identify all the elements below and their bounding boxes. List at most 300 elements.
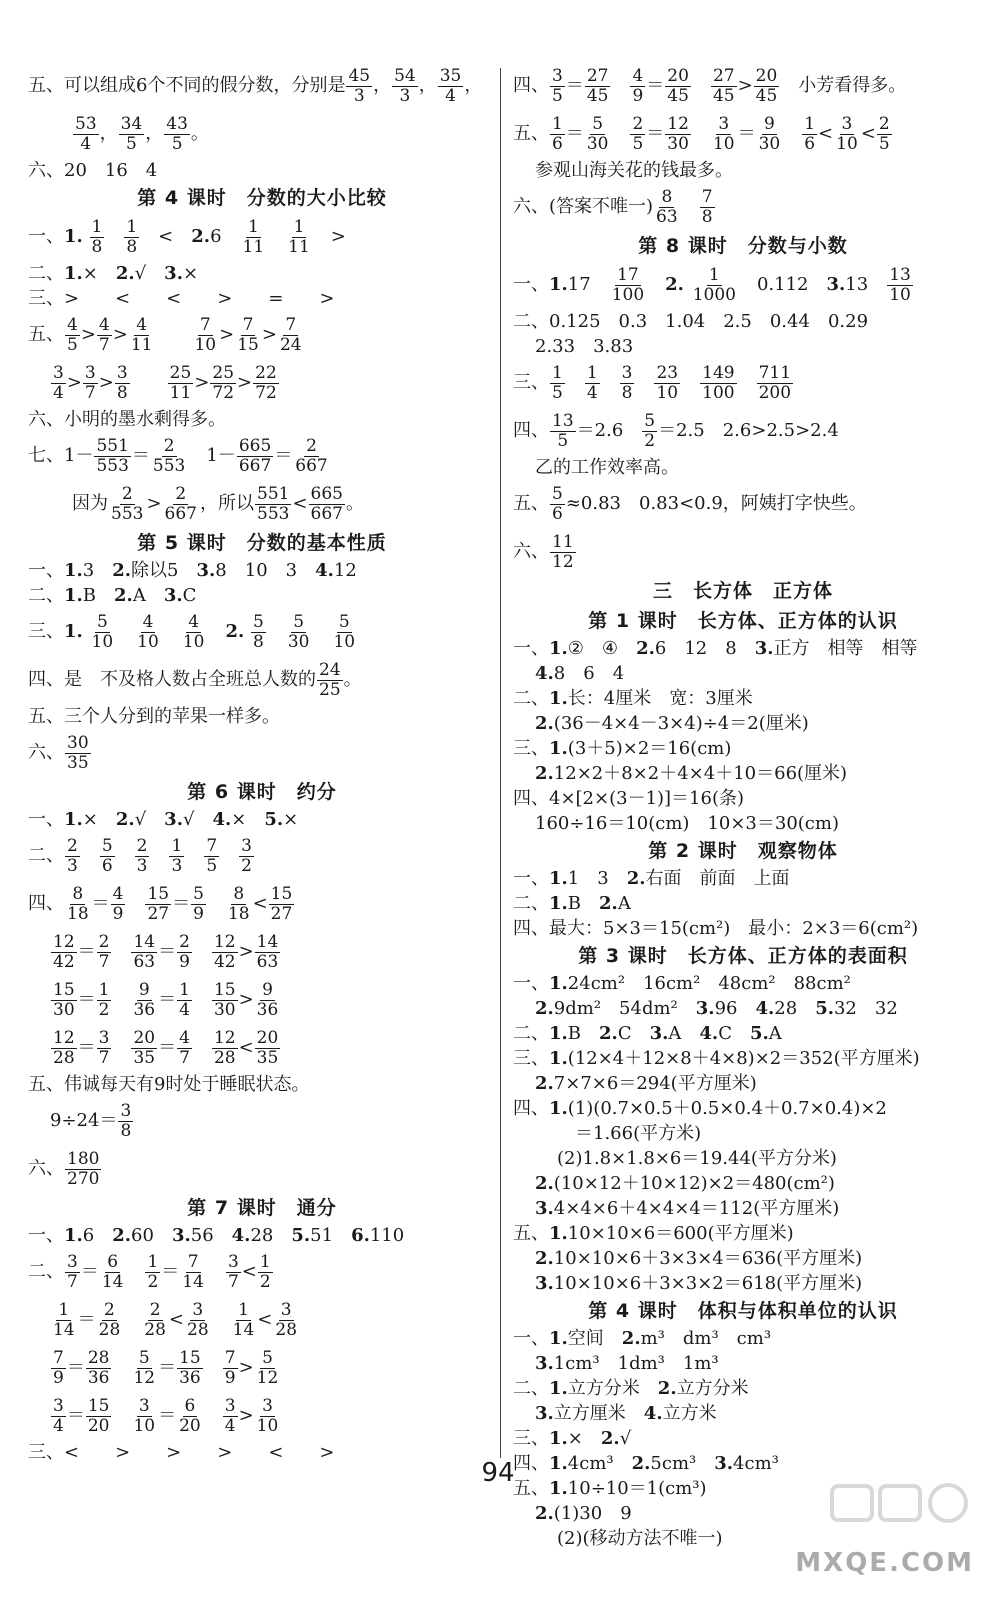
denominator: 35 [256,1047,279,1068]
text-segment [647,274,665,295]
answer-line [513,1021,973,1046]
denominator: 27 [147,903,170,924]
text-segment: 四、 [28,893,64,914]
fraction [239,837,254,876]
text-segment: 5cm³ [650,1453,715,1474]
fraction [309,485,345,524]
text-segment: ＝ [77,989,96,1010]
denominator: 7 [98,1047,110,1068]
text-segment: > [80,324,96,345]
denominator: 270 [67,1168,100,1189]
item-number: 3. [535,1353,554,1374]
numerator: 2 [632,113,644,134]
text-segment: < [818,123,834,144]
text-segment: ＝ [172,893,191,914]
numerator: 12 [53,931,75,952]
text-segment: ＝ [158,1357,177,1378]
denominator: 35 [133,1047,156,1068]
item-number: 1. [64,1225,83,1246]
fraction [204,837,219,876]
text-segment [207,1261,225,1282]
fraction [119,115,145,154]
fraction [630,67,645,106]
text-segment: 五、可以组成6个不同的假分数，分别是 [28,75,346,96]
denominator: 45 [712,85,735,106]
item-number: 1. [549,1328,568,1349]
text-segment: 二、 [28,585,64,606]
item-number: 4. [212,809,232,830]
text-segment: 3 [82,560,113,581]
item-number: 1. [549,1453,568,1474]
numerator: 7 [206,835,218,856]
fraction [585,115,611,154]
fraction [51,933,77,972]
text-segment: A [132,585,164,606]
answer-line [513,1046,973,1071]
item-number: 1. [549,1378,568,1399]
text-segment [566,372,584,393]
text-segment [155,324,191,345]
text-segment: 七、1－ [28,445,94,466]
right-column [513,62,973,1551]
text-segment: ＝ [77,1309,96,1330]
item-number: 4. [643,1403,663,1424]
text-segment [162,621,180,642]
text-segment: 8 10 3 [215,560,316,581]
text-segment: 空间 [567,1328,622,1349]
numerator: 3 [53,1395,64,1416]
fraction [223,1349,238,1388]
text-segment: 三、 [513,1048,549,1069]
fraction [73,115,99,154]
fraction [109,485,145,524]
numerator: 5 [101,835,113,856]
fraction [181,613,207,652]
answer-line [28,807,496,832]
item-number: 2. [535,763,554,784]
text-segment: < [257,1309,273,1330]
numerator: 3 [552,65,563,86]
text-segment: 三、 [513,372,549,393]
item-number: 3. [163,585,183,606]
text-segment: < [140,226,192,247]
fraction [65,734,91,773]
text-segment: ＝ [565,123,584,144]
denominator: 7 [84,382,96,403]
section-heading: 第 8 课时 分数与小数 [638,235,848,257]
denominator: 667 [310,503,343,524]
item-number: 3. [535,1273,554,1294]
fraction [691,266,738,305]
column-divider [500,68,501,1458]
denominator: 2 [98,999,110,1020]
answer-line: 参观山海关花的钱最多。 [535,160,733,181]
text-segment: ＝ [274,445,293,466]
fraction-answer-line [28,1024,496,1072]
text-segment: ， [145,123,164,144]
fraction [630,115,645,154]
fraction [237,437,273,476]
numerator: 2 [306,435,317,456]
answer-line [513,1351,973,1376]
numerator: 711 [758,362,792,383]
denominator: 667 [164,503,197,524]
numerator: 14 [133,931,156,952]
denominator: 3 [399,85,411,106]
denominator: 667 [295,455,328,476]
numerator: 15 [147,883,170,904]
numerator: 2 [149,1299,161,1320]
numerator: 7 [53,1347,64,1368]
denominator: 4 [586,382,598,403]
denominator: 42 [213,951,236,972]
text-segment: ＝ [646,75,665,96]
section-heading: 第 4 课时 体积与体积单位的认识 [588,1300,898,1322]
numerator: 3 [841,113,853,134]
numerator: 7 [224,1347,236,1368]
item-number: 1. [549,868,568,889]
text-segment: 51 [310,1225,352,1246]
text-segment: > [146,493,162,514]
item-number: 3. [164,809,183,830]
section-heading: 第 7 课时 通分 [187,1197,337,1219]
denominator: 5 [67,334,78,355]
denominator: 5 [557,430,569,451]
text-segment [112,989,130,1010]
text-segment [150,845,168,866]
denominator: 7 [98,951,110,972]
numerator: 1 [586,362,598,383]
answer-line: 乙的工作效率高。 [535,457,679,478]
denominator: 30 [758,133,781,154]
denominator: 9 [224,1367,236,1388]
numerator: 4 [188,611,200,632]
answer-line [513,711,973,736]
numerator: 12 [53,1027,75,1048]
fraction-answer-line [28,1344,496,1392]
numerator: 12 [667,113,689,134]
fraction [711,115,737,154]
text-segment: 除以5 [131,560,197,581]
numerator: 1 [552,113,563,134]
fraction [169,837,184,876]
fraction [90,613,116,652]
denominator: 2 [147,1271,159,1292]
answer-line: 三、< > > > < > [28,1442,335,1463]
text-segment: A [617,893,631,914]
item-number: 2. [535,998,554,1019]
text-segment: ＝ [80,1261,99,1282]
answer-line [513,866,973,891]
text-segment: 二、 [513,893,549,914]
denominator: 3 [67,855,78,876]
fraction [97,316,112,355]
text-segment: ＝ [158,989,177,1010]
numerator: 1 [293,216,305,237]
denominator: 12 [552,551,574,572]
text-segment: 一、 [513,868,549,889]
fraction [226,1253,241,1292]
denominator: 8 [116,382,128,403]
denominator: 14 [53,1319,75,1340]
fraction-answer-line [513,183,973,231]
fraction [438,67,464,106]
text-segment: √ [619,1428,632,1449]
text-segment: 一、 [28,226,64,247]
fraction [700,364,736,403]
text-segment: < [292,493,308,514]
answer-line [513,996,973,1021]
item-number: 2. [631,1453,651,1474]
section-heading: 第 4 课时 分数的大小比较 [137,187,387,209]
fraction [620,364,635,403]
text-segment [601,372,619,393]
denominator: 8 [126,236,138,257]
item-number: 2. [535,1503,554,1524]
section-heading: 第 6 课时 约分 [187,781,337,803]
fraction [877,115,892,154]
denominator: 9 [632,85,644,106]
denominator: 7 [67,1271,78,1292]
text-segment: 17 [567,274,609,295]
text-segment [681,196,699,217]
text-segment: × [82,809,116,830]
answer-line: 二、0.125 0.3 1.04 2.5 0.44 0.29 [513,311,869,332]
text-segment: √ [182,809,213,830]
answer-line [513,1401,973,1426]
text-segment: 10×10×6＝600(平方厘米) [567,1223,794,1244]
text-segment: 0.112 [738,274,827,295]
denominator: 667 [238,455,272,476]
fraction [180,1253,206,1292]
answer-line [513,636,973,661]
denominator: 28 [213,1047,236,1068]
text-segment: A [768,1023,782,1044]
text-segment: m³ dm³ cm³ [640,1328,772,1349]
text-segment: 立方厘米 [553,1403,644,1424]
numerator: 27 [586,65,609,86]
text-segment: < [860,123,876,144]
item-number: 2. [115,809,135,830]
numerator: 5 [644,410,656,431]
text-segment: > [737,75,753,96]
fraction [212,981,238,1020]
text-segment: 1－ [188,445,236,466]
denominator: 10 [836,133,858,154]
numerator: 8 [72,883,84,904]
fraction-answer-line [28,1248,496,1296]
text-segment [131,372,167,393]
fraction [757,115,783,154]
text-segment: 60 [131,1225,172,1246]
denominator: 6 [552,133,563,154]
text-segment: 28 [774,998,816,1019]
numerator: 3 [192,1299,204,1320]
fraction [111,885,126,924]
text-segment: ， [418,75,437,96]
item-number: 1. [64,226,83,247]
denominator: 30 [586,133,609,154]
denominator: 10 [333,631,356,652]
item-number: 2. [112,1225,132,1246]
denominator: 553 [111,503,144,524]
item-number: 2. [191,226,211,247]
numerator: 7 [701,186,713,207]
text-segment: 28 [250,1225,292,1246]
text-segment: 小芳看得多。 [780,75,907,96]
text-segment [112,1037,130,1058]
numerator: 2 [179,931,190,952]
text-segment: 五、 [513,493,549,514]
text-segment: (12×4＋12×8＋4×8)×2＝352(平方厘米) [567,1048,920,1069]
fraction [331,613,357,652]
text-segment: ＝2.6 [576,420,642,441]
item-number: 3. [535,1403,554,1424]
fraction [255,1397,281,1436]
item-number: 2. [621,1328,641,1349]
fraction [65,837,80,876]
answer-line [513,686,973,711]
denominator: 45 [755,85,778,106]
fraction [286,613,312,652]
text-segment [681,372,699,393]
fraction [129,316,155,355]
text-segment [267,226,285,247]
answer-line [513,1326,973,1351]
text-segment [207,621,225,642]
denominator: 12 [256,1367,279,1388]
fraction [145,1253,160,1292]
numerator: 551 [96,435,129,456]
fraction [86,1397,112,1436]
denominator: 3 [171,855,183,876]
denominator: 5 [171,133,183,154]
denominator: 36 [256,999,279,1020]
text-segment: (1)(0.7×0.5＋0.5×0.4＋0.7×0.4)×2 [567,1098,887,1119]
numerator: 5 [138,1347,150,1368]
text-segment [193,1037,211,1058]
fraction [97,1301,123,1340]
denominator: 6 [101,855,113,876]
text-segment: 110 [369,1225,405,1246]
text-segment: ＝ [161,1261,180,1282]
text-segment: > [194,372,210,393]
answer-line [513,1376,973,1401]
text-segment: ＝ [66,1357,85,1378]
text-segment: ＝ [158,1405,177,1426]
text-segment: 1 3 [567,868,627,889]
fraction [192,316,218,355]
answer-line: ＝1.66(平方米) [575,1123,702,1144]
fraction [135,613,161,652]
fraction [255,1349,281,1388]
text-segment: ， [373,75,392,96]
denominator: 15 [237,334,259,355]
item-number: 4. [699,1023,719,1044]
fraction [115,364,130,403]
numerator: 54 [394,65,416,86]
text-segment: 二、 [28,1261,64,1282]
denominator: 4 [179,999,190,1020]
numerator: 3 [84,362,96,383]
denominator: 4 [53,1415,64,1436]
fraction [210,364,236,403]
text-segment: 6 [210,226,240,247]
fraction [65,1253,80,1292]
fraction-answer-line [28,213,496,261]
denominator: 2 [241,855,252,876]
fraction [145,885,171,924]
numerator: 25 [212,362,235,383]
denominator: 28 [144,1319,166,1340]
item-number: 3. [196,560,216,581]
denominator: 9 [193,903,204,924]
text-segment: 4×4×6＋4×4×4＝112(平方厘米) [553,1198,840,1219]
text-segment: (1)30 9 [553,1503,632,1524]
fraction-answer-line [28,432,496,480]
numerator: 3 [227,1251,239,1272]
answer-line [513,1271,973,1296]
text-segment: < [241,1261,257,1282]
denominator: 25 [319,679,341,700]
numerator: 12 [213,1027,236,1048]
section-heading: 第 1 课时 长方体、正方体的认识 [588,610,898,632]
fraction [711,67,737,106]
section-heading: 三 长方体 正方体 [652,580,833,602]
numerator: 27 [712,65,735,86]
fraction-answer-line [28,880,496,928]
answer-line [28,583,496,608]
fraction [191,885,206,924]
numerator: 4 [179,1027,190,1048]
fraction [124,218,139,257]
fraction [802,115,817,154]
text-segment: 。 [346,493,364,514]
item-number: 1. [549,1023,568,1044]
denominator: 1000 [692,284,736,305]
denominator: 36 [133,999,156,1020]
text-segment: 五、 [513,1223,549,1244]
denominator: 28 [53,1047,75,1068]
text-segment: × [567,1428,601,1449]
answer-line: (2)1.8×1.8×6＝19.44(平方分米) [557,1148,837,1169]
text-segment [611,123,629,144]
text-segment [83,226,89,247]
text-segment [635,372,653,393]
text-segment: × [283,809,299,830]
text-segment: × [182,263,199,284]
numerator: 2 [104,1299,115,1320]
denominator: 36 [87,1367,110,1388]
text-segment: 六、(答案不唯一) [513,196,654,217]
fraction [550,115,565,154]
text-segment: 正方 相等 相等 [773,638,918,659]
text-segment: ， [99,123,118,144]
text-segment: 五、 [513,1478,549,1499]
item-number: 1. [64,263,83,284]
numerator: 5 [293,611,305,632]
fraction [51,1397,66,1436]
fraction [585,67,611,106]
text-segment [83,621,89,642]
denominator: 12 [133,1367,156,1388]
item-number: 3. [754,638,774,659]
answer-line: 四、最大：5×3＝15(cm²) 最小：2×3＝6(cm²) [513,918,919,939]
denominator: 10 [256,1415,279,1436]
numerator: 180 [67,1148,100,1169]
numerator: 3 [718,113,730,134]
numerator: 5 [338,611,350,632]
